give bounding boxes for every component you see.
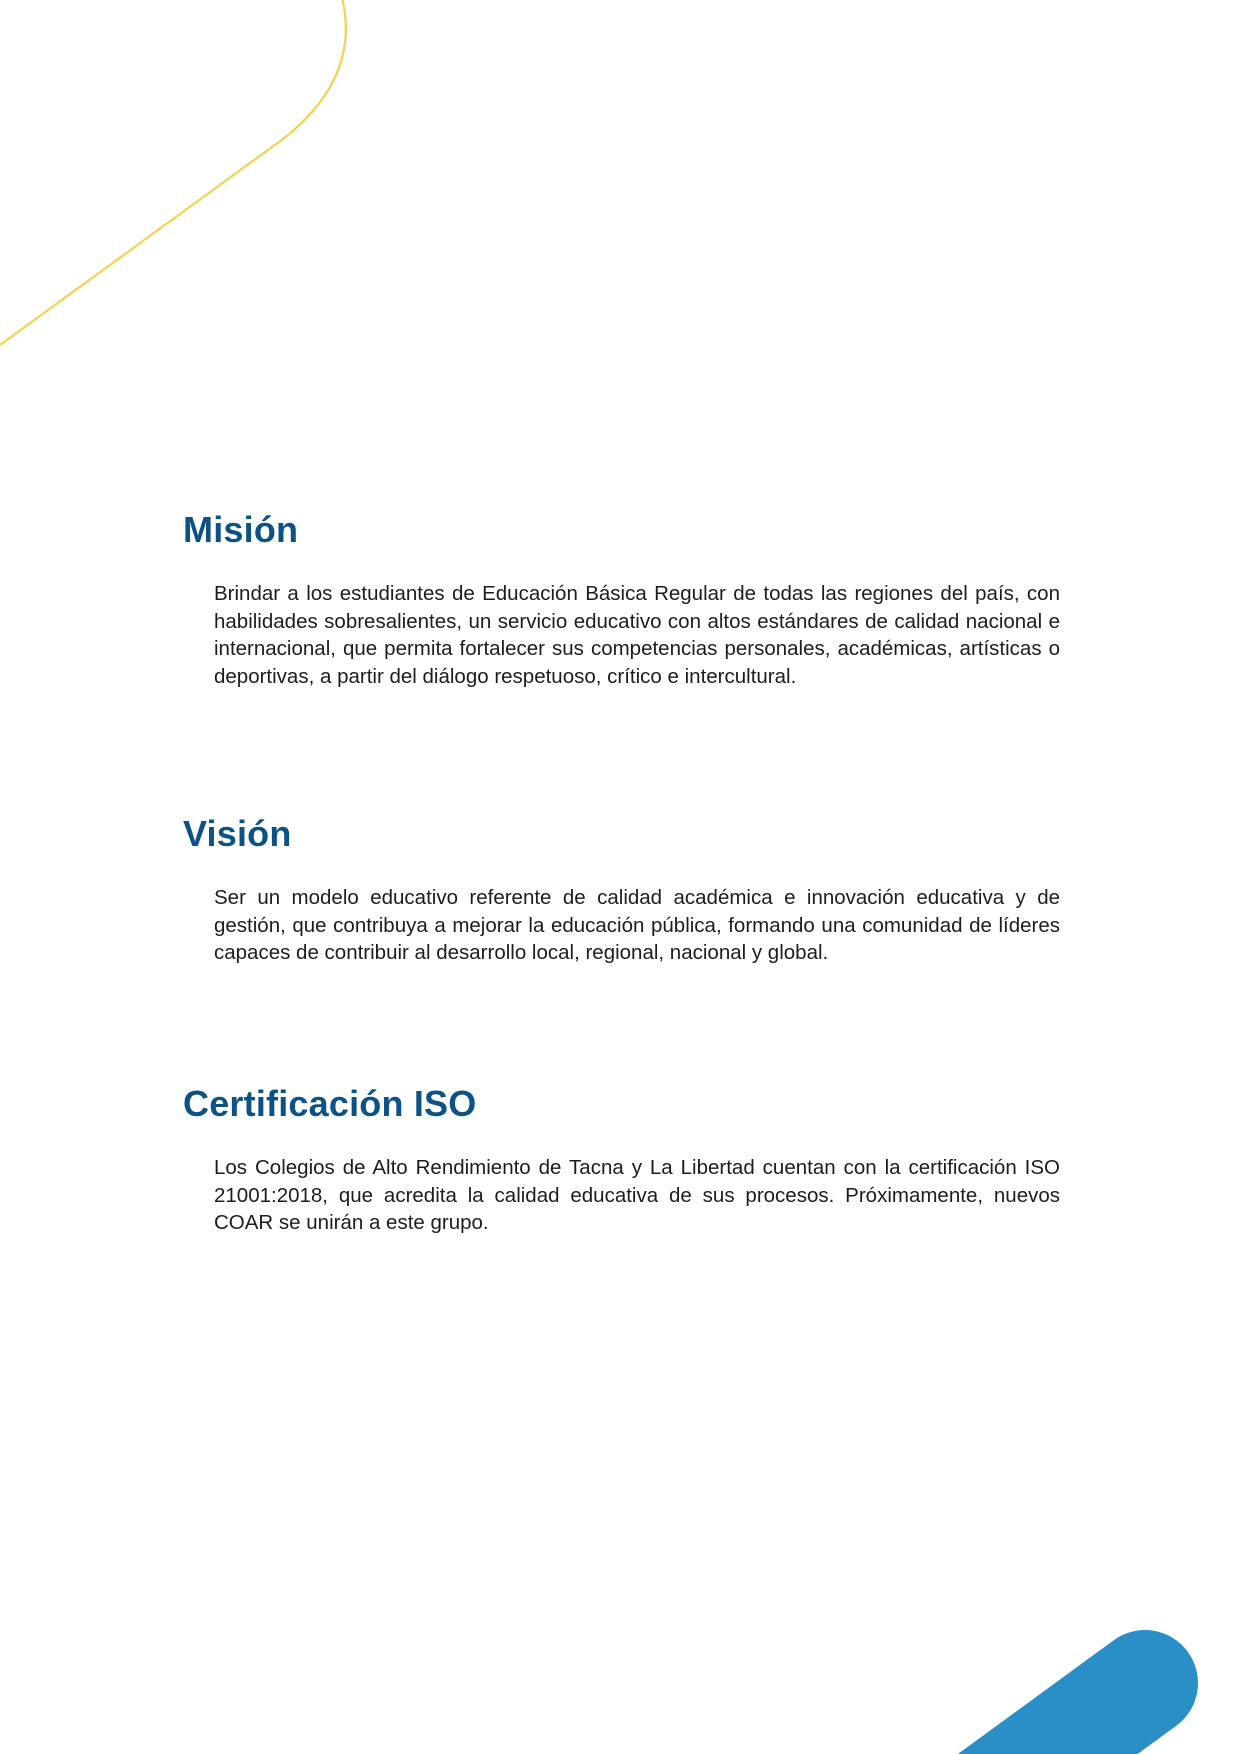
section-title-vision: Visión: [183, 813, 292, 854]
section-body-mision: Brindar a los estudiantes de Educación Básica Regular de todas las regiones del país, con habilidades sobresalientes, un servicio educativo con altos estándares de calidad nacional e internacional, que permita fortalecer sus competencias personales, académicas, artísticas o deportivas, a partir del diálogo respetuoso, crítico e intercultural.: [214, 582, 1060, 688]
yellow-curve-line: [0, 0, 346, 345]
section-vision: [183, 812, 1063, 967]
section-title-certificacion-iso: Certificación ISO: [183, 1083, 477, 1124]
section-title-mision: Misión: [183, 509, 299, 550]
blue-diagonal-band: [930, 1683, 1145, 1754]
section-body-certificacion-iso: Los Colegios de Alto Rendimiento de Tacna y La Libertad cuentan con la certificación ISO 21001:2018, que acredita la calidad educativa de sus procesos. Próximamente, nuevos COAR se unirán a este grupo.: [214, 1156, 1060, 1234]
section-mision: [183, 508, 1063, 690]
section-certificacion-iso: [183, 1082, 1063, 1237]
section-body-vision: Ser un modelo educativo referente de calidad académica e innovación educativa y de gestión, que contribuya a mejorar la educación pública, formando una comunidad de líderes capaces de contribuir al desarrollo local, regional, nacional y global.: [214, 886, 1060, 964]
